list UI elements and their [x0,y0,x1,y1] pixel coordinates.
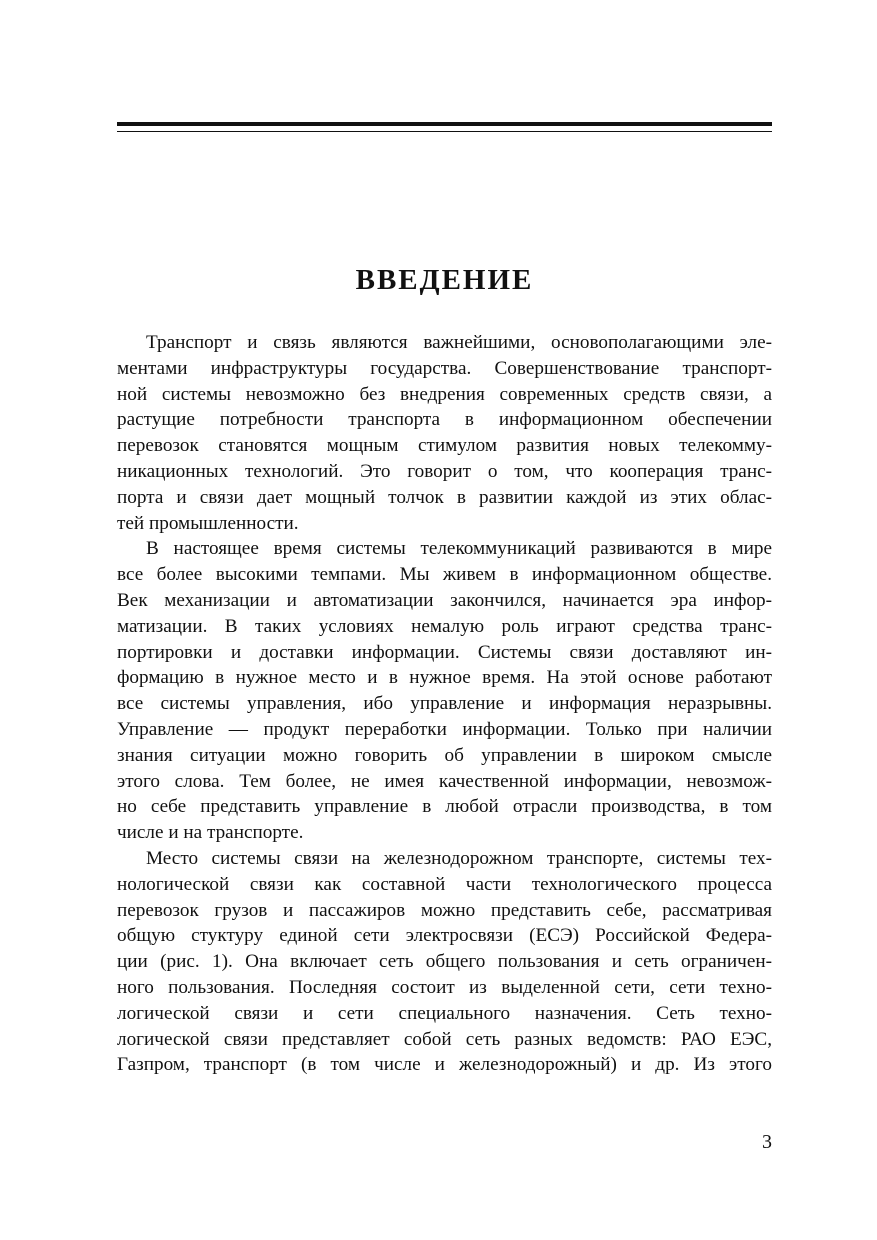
text-line: ции (рис. 1). Она включает сеть общего пользования и сеть ограничен- [117,951,772,973]
text-line: формацию в нужное место и в нужное время. На этой основе работают [117,667,772,689]
text-line: общую стуктуру единой сети электросвязи (ЕСЭ) Российской Федера- [117,925,772,947]
body-text [117,330,772,1078]
text-line: Газпром, транспорт (в том числе и железнодорожный) и др. Из этого [117,1054,772,1076]
header-rule-thick [117,122,772,126]
text-line: но себе представить управление в любой отрасли производства, в том [117,796,772,818]
text-line: знания ситуации можно говорить об управлении в широком смысле [117,744,772,766]
header-rule-thin [117,131,772,132]
text-line: порта и связи дает мощный толчок в развитии каждой из этих облас- [117,486,772,508]
text-line: матизации. В таких условиях немалую роль играют средства транс- [117,615,772,637]
text-line: ного пользования. Последняя состоит из выделенной сети, сети техно- [117,976,772,998]
text-line: перевозок грузов и пассажиров можно представить себе, рассматривая [117,899,772,921]
text-line: В настоящее время системы телекоммуникаций развиваются в мире [146,538,772,560]
text-line: этого слова. Тем более, не имея качественной информации, невозмож- [117,770,772,792]
text-line: все системы управления, ибо управление и информация неразрывны. [117,693,772,715]
text-line: логической связи представляет собой сеть разных ведомств: РАО ЕЭС, [117,1028,772,1050]
paragraph-2 [117,536,772,846]
text-line: числе и на транспорте. [117,822,304,844]
text-line: тей промышленности. [117,512,299,534]
text-line: растущие потребности транспорта в информационном обеспечении [117,409,772,431]
paragraph-3 [117,846,772,1078]
text-line: Век механизации и автоматизации закончился, начинается эра инфор- [117,589,772,611]
text-line: никационных технологий. Это говорит о том, что кооперация транс- [117,460,772,482]
text-line: Место системы связи на железнодорожном транспорте, системы тех- [146,847,772,869]
text-line: все более высокими темпами. Мы живем в информационном обществе. [117,564,772,586]
chapter-heading: ВВЕДЕНИЕ [355,264,534,296]
text-line: портировки и доставки информации. Системы связи доставляют ин- [117,641,772,663]
text-line: нологической связи как составной части технологического процесса [117,873,772,895]
text-line: логической связи и сети специального назначения. Сеть техно- [117,1002,772,1024]
text-line: Управление — продукт переработки информации. Только при наличии [117,718,772,740]
paragraph-1 [117,330,772,536]
text-line: Транспорт и связь являются важнейшими, основополагающими эле- [146,332,772,353]
text-line: перевозок становятся мощным стимулом развития новых телекомму- [117,435,772,457]
page-number: 3 [762,1131,772,1153]
text-line: ной системы невозможно без внедрения современных средств связи, а [117,383,772,405]
text-line: ментами инфраструктуры государства. Совершенствование транспорт- [117,357,772,379]
